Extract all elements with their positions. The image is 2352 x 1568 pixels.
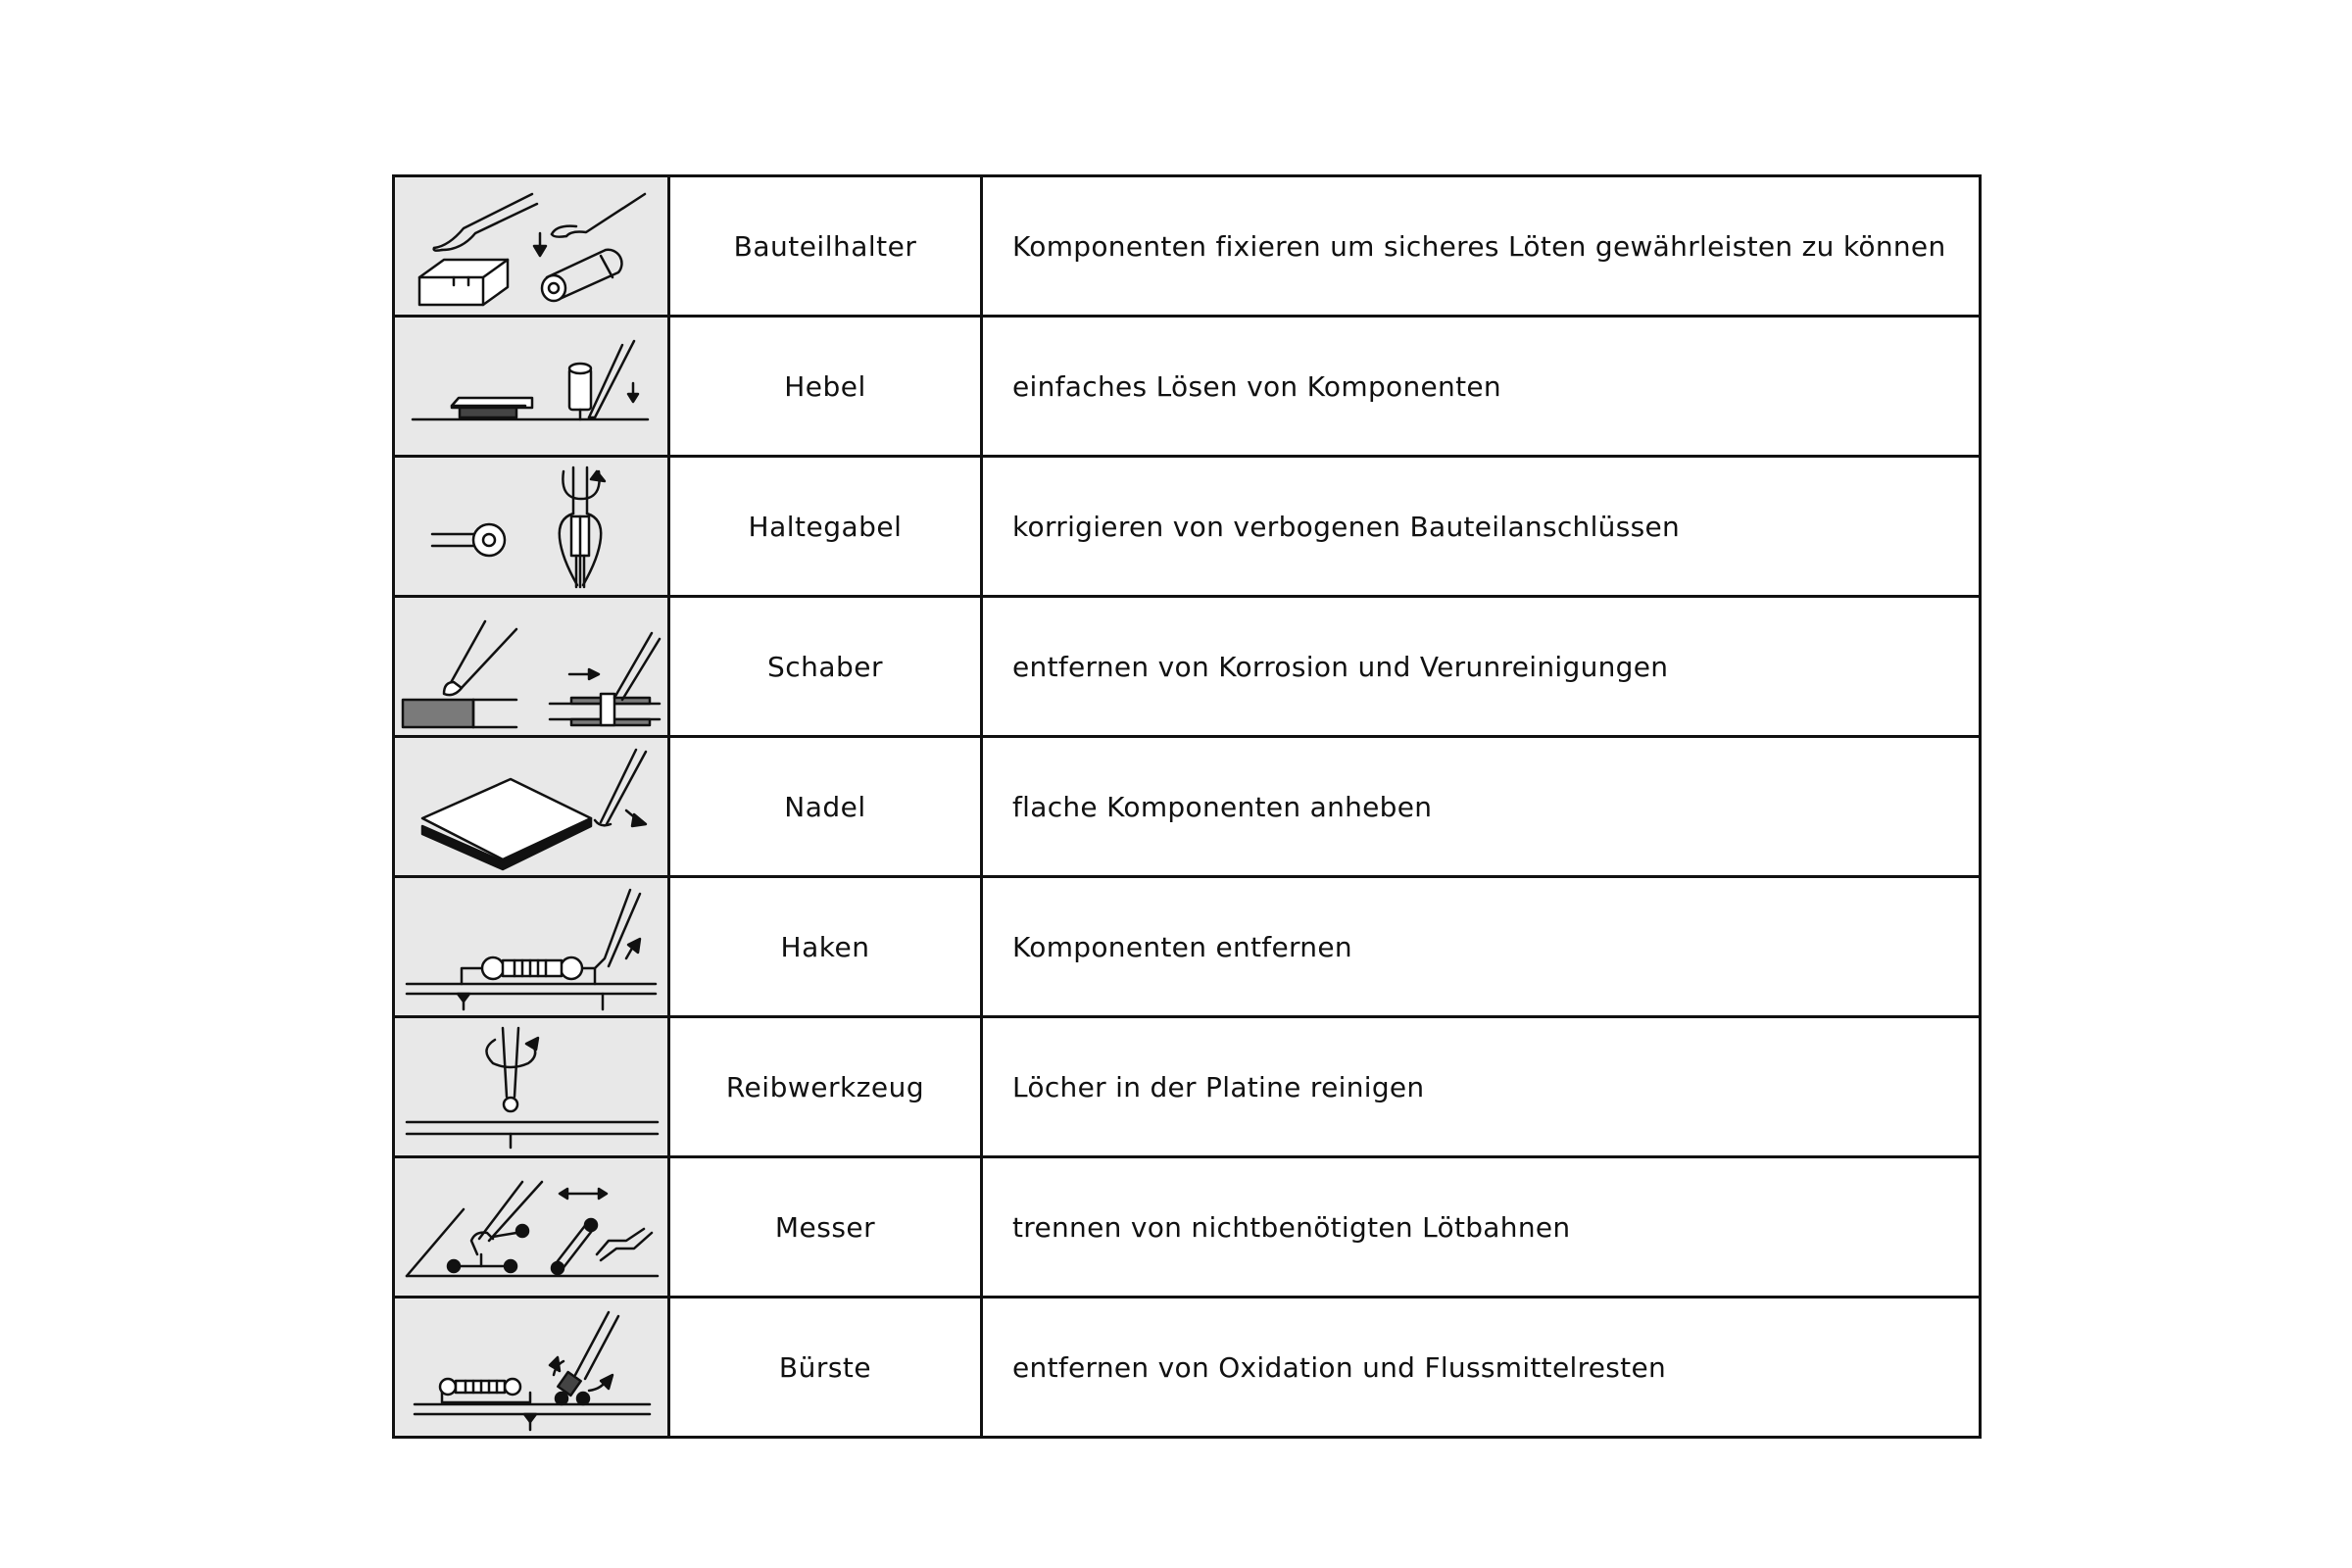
- tool-name: Bauteilhalter: [669, 176, 982, 317]
- tool-name: Reibwerkzeug: [669, 1017, 982, 1157]
- table-row: [394, 457, 1981, 597]
- table-row: [394, 176, 1981, 317]
- tool-description: entfernen von Oxidation und Flussmittelresten: [982, 1298, 1981, 1438]
- tool-name: Schaber: [669, 597, 982, 737]
- lever-icon: [395, 319, 667, 453]
- table-row: [394, 1298, 1981, 1438]
- holding-fork-icon: [395, 460, 667, 593]
- tool-description: trennen von nichtbenötigten Lötbahnen: [982, 1157, 1981, 1298]
- tool-description: Komponenten fixieren um sicheres Löten gewährleisten zu können: [982, 176, 1981, 317]
- table-row: [394, 1017, 1981, 1157]
- table-row: [394, 597, 1981, 737]
- tool-name: Bürste: [669, 1298, 982, 1438]
- tool-description: Löcher in der Platine reinigen: [982, 1017, 1981, 1157]
- tool-name: Nadel: [669, 737, 982, 877]
- brush-icon: [395, 1300, 667, 1434]
- reamer-icon: [395, 1020, 667, 1153]
- tool-name: Haltegabel: [669, 457, 982, 597]
- component-holder-icon: [395, 179, 667, 313]
- scraper-icon: [395, 600, 667, 733]
- knife-icon: [395, 1160, 667, 1294]
- tool-description: korrigieren von verbogenen Bauteilanschlüssen: [982, 457, 1981, 597]
- hook-icon: [395, 880, 667, 1013]
- tool-description: flache Komponenten anheben: [982, 737, 1981, 877]
- tool-name: Haken: [669, 877, 982, 1017]
- table-row: [394, 317, 1981, 457]
- tool-description: entfernen von Korrosion und Verunreinigungen: [982, 597, 1981, 737]
- needle-icon: [395, 740, 667, 873]
- tool-name: Hebel: [669, 317, 982, 457]
- table-row: [394, 737, 1981, 877]
- table-row: [394, 877, 1981, 1017]
- tool-description: einfaches Lösen von Komponenten: [982, 317, 1981, 457]
- tool-table: [392, 174, 1982, 1439]
- table-row: [394, 1157, 1981, 1298]
- tool-description: Komponenten entfernen: [982, 877, 1981, 1017]
- tool-name: Messer: [669, 1157, 982, 1298]
